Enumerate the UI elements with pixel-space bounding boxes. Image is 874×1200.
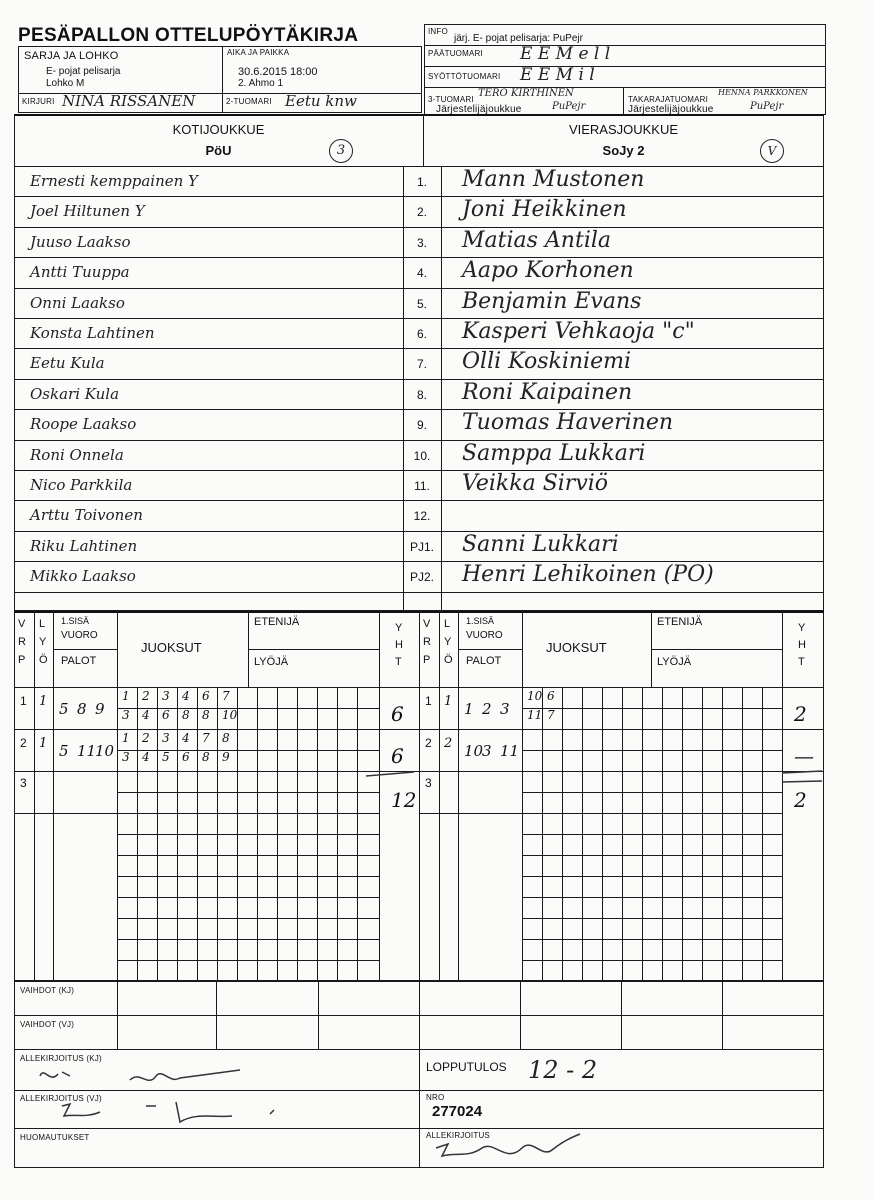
home-run-top: 2 — [142, 689, 150, 703]
player-row-rule — [14, 288, 824, 289]
away-player-number: PJ1. — [409, 539, 434, 554]
away-palo-value: 11 — [500, 742, 520, 760]
away-player-name: Henri Lehikoinen (PO) — [462, 562, 714, 588]
home-player-name: Mikko Laakso — [30, 567, 136, 586]
home-player-name: Konsta Lahtinen — [30, 324, 155, 342]
home-run-bottom: 8 — [182, 708, 190, 722]
vaihdot-cell-divider — [419, 981, 420, 1049]
grid-vline — [34, 611, 35, 981]
paatuomari-value: E E M e l l — [520, 44, 611, 64]
teams-top-rule — [14, 114, 824, 116]
jarjestelija2-value: PuPejr — [750, 101, 784, 112]
paatuomari-box — [424, 45, 826, 67]
home-palo-value: 11 — [77, 742, 97, 760]
grid-hline — [14, 729, 419, 730]
grid-vline — [762, 687, 763, 981]
grid-hline — [419, 729, 824, 730]
vaihdot-vj-label: VAIHDOT (VJ) — [20, 1020, 75, 1029]
home-hdr-r: R — [18, 636, 26, 648]
grid-vline — [297, 687, 298, 981]
home-inning-total: 6 — [391, 744, 404, 768]
grid-vline — [317, 687, 318, 981]
home-inning-ly: 1 — [39, 694, 48, 709]
grid-vline — [53, 611, 54, 981]
sarja-label: SARJA JA LOHKO — [24, 50, 119, 62]
away-player-number: 12. — [413, 509, 431, 524]
grid-vline — [662, 687, 663, 981]
home-run-top: 6 — [202, 689, 210, 703]
home-hdr-o: Ö — [39, 654, 48, 666]
home-run-top: 3 — [162, 689, 170, 703]
home-palo-value: 9 — [95, 700, 105, 718]
player-row-rule — [14, 470, 824, 471]
home-player-name: Joel Hiltunen Y — [30, 202, 145, 221]
home-run-bottom: 8 — [202, 708, 210, 722]
vaihdot-cell-divider — [722, 981, 723, 1049]
away-inning-total: 2 — [794, 788, 807, 812]
home-run-top: 1 — [122, 731, 130, 745]
takara-label: TAKARAJATUOMARI — [628, 95, 709, 104]
home-hdr-y: Y — [39, 636, 47, 648]
grid-hline — [522, 834, 782, 835]
home-palo-value: 5 — [59, 700, 69, 718]
footer-mid-divider — [419, 1049, 420, 1168]
player-row-rule — [14, 348, 824, 349]
player-row-rule — [14, 227, 824, 228]
aika-label: AIKA JA PAIKKA — [227, 48, 290, 57]
home-inning-number: 1 — [20, 694, 27, 708]
away-player-name: Matias Antila — [462, 227, 612, 253]
player-row-rule — [14, 531, 824, 532]
away-player-name: Aapo Korhonen — [462, 258, 634, 284]
home-player-name: Ernesti kemppainen Y — [30, 172, 198, 190]
grid-hline — [14, 813, 117, 814]
grid-hline — [651, 649, 782, 650]
grid-hline — [14, 771, 419, 772]
home-hdr-l: L — [39, 618, 46, 630]
home-run-bottom: 3 — [122, 708, 130, 722]
grid-hline — [458, 649, 522, 650]
grid-vline — [337, 687, 338, 981]
away-player-number: 1. — [416, 175, 427, 189]
away-palo-value: 3 — [500, 700, 510, 718]
home-run-top: 4 — [182, 689, 190, 703]
grid-vline — [379, 611, 380, 981]
grid-vline — [782, 611, 783, 981]
away-hdr-p: P — [423, 654, 431, 666]
away-hdr-v: V — [423, 618, 431, 630]
kirjuri-value: NINA RISSANEN — [62, 92, 196, 110]
info-value: järj. E- pojat pelisarja: PuPejr — [454, 33, 583, 44]
vaihdot-kj-label: VAIHDOT (KJ) — [20, 986, 75, 995]
home-inning-total: 6 — [391, 702, 404, 726]
grid-vline — [357, 687, 358, 981]
allekirjoitus-label: ALLEKIRJOITUS — [426, 1131, 490, 1140]
home-run-bottom: 8 — [202, 750, 210, 764]
away-hdr-yht2: H — [798, 639, 806, 651]
home-player-name: Nico Parkkila — [30, 476, 133, 494]
home-header: KOTIJOUKKUE — [172, 122, 265, 137]
grid-vline — [237, 687, 238, 981]
home-inning-total: 12 — [391, 788, 417, 812]
away-player-name: Mann Mustonen — [462, 167, 645, 192]
away-player-name: Veikka Sirviö — [462, 471, 609, 496]
away-player-name: Samppa Lukkari — [462, 440, 646, 466]
home-run-top: 4 — [182, 731, 190, 745]
vaihdot-cell-divider — [520, 981, 521, 1049]
signature-main — [432, 1128, 592, 1168]
home-hdr-p: P — [18, 654, 26, 666]
away-player-number: 5. — [416, 296, 427, 311]
away-player-number: 11. — [414, 479, 430, 493]
grid-vline — [742, 687, 743, 981]
tuomari3-label: 3-TUOMARI — [428, 95, 474, 104]
home-player-name: Arttu Toivonen — [30, 506, 143, 525]
home-run-bottom: 4 — [142, 708, 150, 722]
sarja-value-1: E- pojat pelisarja — [46, 66, 121, 77]
allekirjoitus-vj-label: ALLEKIRJOITUS (VJ) — [20, 1094, 102, 1103]
home-palo-value: 8 — [77, 700, 87, 718]
away-inning-number: 2 — [425, 736, 432, 750]
home-player-name: Onni Laakso — [30, 293, 125, 312]
home-player-name: Riku Lahtinen — [30, 536, 138, 555]
score-mid-divider — [419, 611, 420, 981]
away-palo-value: 3 — [482, 742, 492, 760]
away-hdr-palot: PALOT — [466, 655, 502, 667]
grid-hline — [522, 708, 782, 709]
grid-hline — [522, 750, 782, 751]
away-player-number: 2. — [416, 205, 427, 220]
away-run-bottom: 7 — [547, 708, 555, 722]
home-hdr-juoksut: JUOKSUT — [141, 640, 202, 655]
grid-hline — [419, 771, 824, 772]
grid-hline — [522, 792, 782, 793]
kirjuri-label: KIRJURI — [22, 97, 55, 106]
away-circle: V — [760, 139, 784, 163]
player-row-rule — [14, 409, 824, 410]
away-player-name: Benjamin Evans — [462, 288, 642, 314]
home-hdr-yht3: T — [395, 656, 402, 668]
away-player-name: Olli Koskiniemi — [462, 349, 632, 375]
syotto-value: E E M i l — [520, 65, 595, 85]
away-palo-value: 1 — [464, 700, 474, 718]
away-hdr-vuoro: VUORO — [466, 630, 503, 641]
home-player-name: Antti Tuuppa — [30, 263, 130, 282]
home-run-top: 7 — [222, 689, 230, 703]
home-run-top: 8 — [222, 731, 230, 745]
signature-vj — [56, 1096, 296, 1128]
home-hdr-yht1: Y — [395, 622, 403, 634]
away-hdr-juoksut: JUOKSUT — [546, 640, 607, 655]
grid-vline — [137, 687, 138, 981]
away-inning-ly: 1 — [444, 694, 453, 709]
away-player-number: 3. — [416, 235, 427, 250]
away-run-bottom: 11 — [527, 708, 543, 722]
home-hdr-vuoro: VUORO — [61, 630, 98, 641]
away-player-number: 10. — [413, 448, 431, 463]
away-inning-total: — — [794, 744, 814, 768]
away-header: VIERASJOUKKUE — [568, 122, 679, 137]
away-hdr-o: Ö — [444, 654, 453, 666]
home-palo-value: 10 — [95, 742, 115, 760]
away-run-top: 6 — [547, 689, 555, 703]
jarjestelija-value: PuPejr — [552, 101, 586, 112]
grid-hline — [522, 813, 782, 814]
grid-hline — [522, 855, 782, 856]
player-row-rule — [14, 379, 824, 380]
grid-vline — [642, 687, 643, 981]
grid-hline — [53, 649, 117, 650]
grid-vline — [542, 687, 543, 981]
grid-vline — [439, 611, 440, 981]
away-inning-total: 2 — [794, 702, 807, 726]
lopputulos-value: 12 - 2 — [528, 1056, 598, 1084]
paatuomari-label: PÄÄTUOMARI — [428, 49, 483, 58]
grid-hline — [248, 649, 379, 650]
huomautukset-label: HUOMAUTUKSET — [20, 1133, 90, 1142]
away-player-number: PJ2. — [409, 570, 434, 585]
grid-vline — [682, 687, 683, 981]
grid-vline — [602, 687, 603, 981]
away-palo-value: 2 — [482, 700, 492, 718]
away-hdr-sisa: 1.SISÄ — [466, 616, 495, 626]
away-player-number: 8. — [416, 387, 427, 402]
sarja-value-2: Lohko M — [46, 78, 85, 89]
away-hdr-yht1: Y — [798, 622, 806, 634]
home-run-top: 2 — [142, 731, 150, 745]
player-row-rule — [14, 318, 824, 319]
grid-vline — [177, 687, 178, 981]
home-inning-number: 2 — [20, 736, 27, 750]
grid-vline — [702, 687, 703, 981]
grid-vline — [277, 687, 278, 981]
away-hdr-etenija: ETENIJÄ — [657, 616, 703, 628]
away-player-number: 4. — [416, 266, 427, 281]
aika-value-2: 2. Ahmo 1 — [238, 78, 284, 89]
form-title: PESÄPALLON OTTELUPÖYTÄKIRJA — [18, 25, 359, 46]
home-run-bottom: 5 — [162, 750, 170, 764]
home-inning-ly: 1 — [39, 736, 48, 751]
jarjestelija-label: Järjestelijäjoukkue — [436, 104, 522, 115]
grid-vline — [722, 687, 723, 981]
home-circle: 3 — [329, 139, 353, 163]
home-player-name: Eetu Kula — [30, 354, 105, 373]
player-row-rule — [14, 500, 824, 501]
home-player-name: Oskari Kula — [30, 384, 120, 403]
away-num-divider-right — [441, 166, 442, 611]
teams-header-rule — [14, 166, 824, 167]
away-hdr-yht3: T — [798, 656, 805, 668]
grid-hline — [522, 918, 782, 919]
syotto-label: SYÖTTÖTUOMARI — [428, 72, 501, 81]
home-hdr-palot: PALOT — [61, 655, 97, 667]
home-hdr-lyoja: LYÖJÄ — [254, 656, 289, 668]
home-run-bottom: 3 — [122, 750, 130, 764]
home-run-bottom: 9 — [222, 750, 230, 764]
home-hdr-yht2: H — [395, 639, 403, 651]
home-player-name: Roope Laakso — [30, 415, 137, 434]
grid-vline — [117, 611, 118, 981]
away-player-name: Kasperi Vehkaoja "c" — [462, 319, 695, 344]
jarjestelija2-label: Järjestelijäjoukkue — [628, 104, 714, 115]
vaihdot-cell-divider — [621, 981, 622, 1049]
aika-value-1: 30.6.2015 18:00 — [238, 66, 318, 78]
home-run-bottom: 6 — [162, 708, 170, 722]
away-hdr-y: Y — [444, 636, 452, 648]
signature-kj — [30, 1058, 260, 1092]
allekirjoitus-kj-label: ALLEKIRJOITUS (KJ) — [20, 1054, 102, 1063]
home-run-bottom: 4 — [142, 750, 150, 764]
away-player-name: Sanni Lukkari — [462, 531, 619, 557]
lopputulos-label: LOPPUTULOS — [426, 1060, 507, 1074]
vaihdot-cell-divider — [117, 981, 118, 1049]
away-player-name: Roni Kaipainen — [462, 379, 633, 405]
home-team: PöU — [205, 143, 232, 158]
player-row-rule — [14, 257, 824, 258]
tuomari2-label: 2-TUOMARI — [226, 97, 272, 106]
home-run-top: 3 — [162, 731, 170, 745]
home-palo-value: 5 — [59, 742, 69, 760]
grid-vline — [257, 687, 258, 981]
away-run-top: 10 — [527, 689, 543, 703]
grid-vline — [522, 611, 523, 981]
nro-label: NRO — [426, 1093, 445, 1102]
home-player-name: Roni Onnela — [30, 445, 124, 464]
grid-vline — [562, 687, 563, 981]
nro-value: 277024 — [432, 1103, 483, 1120]
home-run-bottom: 10 — [222, 708, 238, 722]
away-player-number: 7. — [416, 357, 427, 372]
grid-hline — [522, 897, 782, 898]
grid-vline — [217, 687, 218, 981]
home-inning-number: 3 — [20, 776, 27, 790]
player-row-rule — [14, 440, 824, 441]
grid-vline — [582, 687, 583, 981]
home-hdr-etenija: ETENIJÄ — [254, 616, 300, 628]
grid-hline — [522, 960, 782, 961]
away-inning-number: 3 — [425, 776, 432, 790]
away-player-number: 9. — [416, 418, 427, 433]
home-player-name: Juuso Laakso — [30, 232, 131, 251]
home-run-top: 1 — [122, 689, 130, 703]
grid-hline — [419, 813, 522, 814]
grid-vline — [157, 687, 158, 981]
grid-vline — [622, 687, 623, 981]
away-player-name: Tuomas Haverinen — [462, 410, 674, 436]
tuomari2-value: Eetu knw — [285, 92, 357, 110]
home-run-bottom: 6 — [182, 750, 190, 764]
away-inning-number: 1 — [425, 694, 432, 708]
home-hdr-v: V — [18, 618, 26, 630]
away-hdr-r: R — [423, 636, 431, 648]
home-hdr-sisa: 1.SISÄ — [61, 616, 90, 626]
grid-vline — [458, 611, 459, 981]
grid-hline — [522, 939, 782, 940]
tuomari3-value: TERO KIRTHINEN — [478, 88, 574, 99]
grid-hline — [522, 876, 782, 877]
vaihdot-cell-divider — [318, 981, 319, 1049]
away-player-number: 6. — [416, 327, 427, 341]
takara-value: HENNA PARKKONEN — [718, 88, 808, 97]
away-inning-ly: 2 — [444, 736, 453, 751]
home-run-top: 7 — [202, 731, 210, 745]
away-hdr-l: L — [444, 618, 451, 630]
vaihdot-cell-divider — [216, 981, 217, 1049]
player-row-rule — [14, 196, 824, 197]
away-team: SoJy 2 — [602, 143, 645, 158]
away-player-name: Joni Heikkinen — [462, 197, 627, 223]
away-hdr-lyoja: LYÖJÄ — [657, 656, 692, 668]
away-palo-value: 10 — [464, 742, 484, 760]
grid-vline — [197, 687, 198, 981]
player-row-rule — [14, 592, 824, 593]
info-label: INFO — [428, 27, 448, 36]
